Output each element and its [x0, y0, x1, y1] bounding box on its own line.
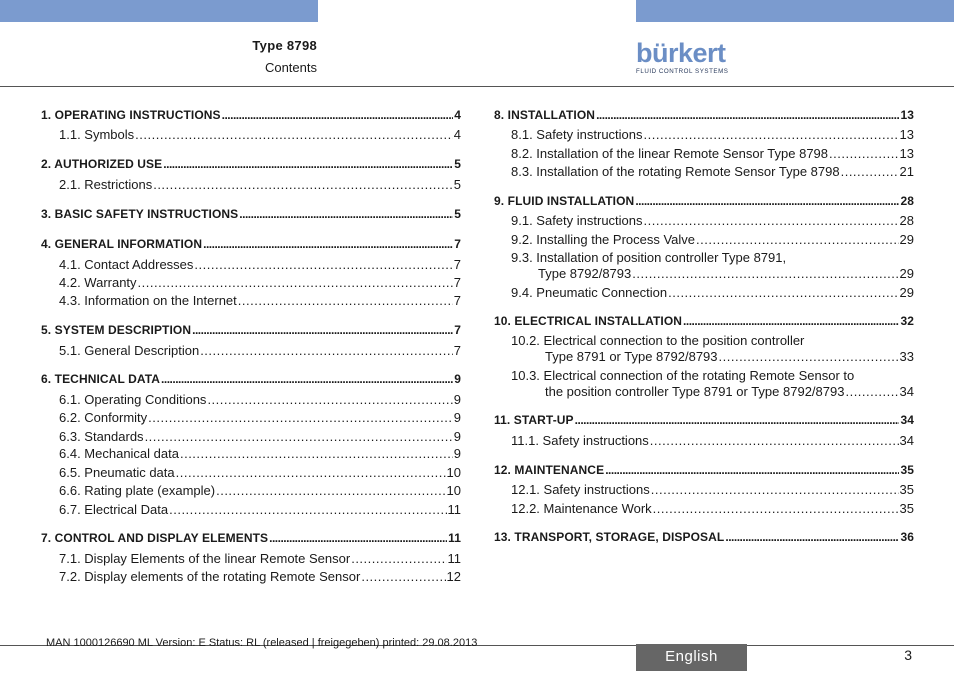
- toc-leader-dots: [845, 384, 898, 400]
- toc-entry-label: 13. TRANSPORT, STORAGE, DISPOSAL: [494, 530, 725, 544]
- toc-entry[interactable]: [59, 551, 461, 567]
- toc-page-number: 29: [899, 232, 914, 247]
- toc-leader-dots: [216, 483, 445, 499]
- toc-entry[interactable]: [59, 127, 461, 143]
- toc-entry-label: 10.2. Electrical connection to the position controller: [511, 333, 805, 348]
- toc-leader-dots: [169, 502, 446, 518]
- toc-entry-label: 8. INSTALLATION: [494, 108, 596, 122]
- toc-leader-dots: [269, 530, 447, 546]
- toc-entry-label: 6.5. Pneumatic data: [59, 465, 175, 480]
- language-label: English: [636, 644, 747, 671]
- toc-leader-dots: [239, 206, 453, 222]
- toc-entry-label: 10.3. Electrical connection of the rotating Remote Sensor to: [511, 368, 855, 383]
- toc-entry-label: 11. START-UP: [494, 413, 574, 427]
- toc-leader-dots: [135, 127, 453, 143]
- toc-entry[interactable]: [59, 429, 461, 445]
- toc-leader-dots: [176, 465, 446, 481]
- toc-entry-continuation: the position controller Type 8791 or Type 8792/8793: [545, 384, 845, 399]
- toc-leader-dots: [653, 501, 899, 517]
- toc-leader-dots: [605, 462, 899, 478]
- toc-page-number: 35: [899, 482, 914, 497]
- toc-leader-dots: [632, 266, 898, 282]
- toc-entry[interactable]: [59, 275, 461, 291]
- toc-entry[interactable]: [59, 257, 461, 273]
- toc-leader-dots: [725, 529, 899, 545]
- page-number: 3: [904, 647, 912, 663]
- toc-entry[interactable]: [511, 213, 914, 229]
- toc-leader-dots: [596, 107, 899, 123]
- toc-page-number: 34: [899, 384, 914, 399]
- toc-page-number: 12: [446, 569, 461, 584]
- toc-page-number: 7: [454, 323, 461, 337]
- toc-entry-label: 8.1. Safety instructions: [511, 127, 643, 142]
- toc-page-number: 9: [453, 446, 461, 461]
- toc-entry[interactable]: [59, 569, 461, 585]
- toc-page-number: 5: [454, 207, 461, 221]
- toc-entry-label: 9.3. Installation of position controller Type 8791,: [511, 250, 787, 265]
- toc-entry-label: 12.1. Safety instructions: [511, 482, 650, 497]
- toc-entry-label: 4. GENERAL INFORMATION: [41, 237, 203, 251]
- toc-chapter[interactable]: [41, 156, 461, 172]
- toc-entry-label: 12. MAINTENANCE: [494, 463, 605, 477]
- toc-entry-label: 7. CONTROL AND DISPLAY ELEMENTS: [41, 531, 269, 545]
- document-type: Type 8798: [252, 38, 317, 53]
- toc-chapter[interactable]: [494, 412, 914, 428]
- toc-leader-dots: [575, 412, 900, 428]
- toc-page-number: 36: [900, 530, 914, 544]
- toc-page-number: 28: [899, 213, 914, 228]
- toc-page-number: 7: [453, 293, 461, 308]
- toc-entry-label: 11.1. Safety instructions: [511, 433, 649, 448]
- toc-leader-dots: [200, 343, 453, 359]
- toc-leader-dots: [696, 232, 899, 248]
- toc-entry-label: 6. TECHNICAL DATA: [41, 372, 161, 386]
- toc-entry-label: 9.1. Safety instructions: [511, 213, 643, 228]
- toc-leader-dots: [683, 313, 899, 329]
- toc-chapter[interactable]: [494, 313, 914, 329]
- toc-leader-dots: [203, 236, 453, 252]
- toc-entry-label: 3. BASIC SAFETY INSTRUCTIONS: [41, 207, 239, 221]
- toc-leader-dots: [644, 127, 899, 143]
- toc-entry[interactable]: [59, 465, 461, 481]
- toc-page-number: 11: [447, 502, 461, 517]
- toc-page-number: 13: [900, 108, 914, 122]
- toc-entry-label: 6.3. Standards: [59, 429, 144, 444]
- toc-leader-dots: [238, 293, 453, 309]
- toc-leader-dots: [651, 482, 899, 498]
- toc-entry-label: 5.1. General Description: [59, 343, 200, 358]
- toc-entry-continuation: Type 8791 or Type 8792/8793: [545, 349, 718, 364]
- toc-entry[interactable]: [511, 501, 914, 517]
- toc-chapter[interactable]: [41, 206, 461, 222]
- toc-page-number: 9: [453, 392, 461, 407]
- toc-entry-label: 12.2. Maintenance Work: [511, 501, 652, 516]
- toc-leader-dots: [180, 446, 453, 462]
- toc-entry-label: 9. FLUID INSTALLATION: [494, 194, 635, 208]
- toc-page-number: 7: [453, 275, 461, 290]
- toc-entry-label: 7.1. Display Elements of the linear Remote Sensor: [59, 551, 351, 566]
- toc-entry-continuation: Type 8792/8793: [538, 266, 632, 281]
- toc-leader-dots: [192, 322, 453, 338]
- header-accent-bar-right: [636, 0, 954, 22]
- toc-page-number: 5: [454, 157, 461, 171]
- toc-page-number: 29: [899, 285, 914, 300]
- toc-leader-dots: [148, 410, 453, 426]
- toc-entry[interactable]: [59, 502, 461, 518]
- toc-entry-label: 8.3. Installation of the rotating Remote Sensor Type 8798: [511, 164, 840, 179]
- toc-entry[interactable]: [511, 164, 914, 180]
- toc-entry-label: 4.2. Warranty: [59, 275, 137, 290]
- toc-leader-dots: [635, 193, 899, 209]
- toc-entry-label: 4.1. Contact Addresses: [59, 257, 194, 272]
- toc-chapter[interactable]: [494, 462, 914, 478]
- toc-page-number: 10: [446, 483, 461, 498]
- toc-entry[interactable]: [59, 343, 461, 359]
- toc-entry[interactable]: [59, 293, 461, 309]
- toc-leader-dots: [719, 349, 899, 365]
- toc-leader-dots: [207, 392, 452, 408]
- toc-entry[interactable]: [511, 433, 914, 449]
- toc-entry-label: 6.1. Operating Conditions: [59, 392, 207, 407]
- toc-page-number: 32: [900, 314, 914, 328]
- toc-page-number: 7: [453, 257, 461, 272]
- toc-page-number: 35: [900, 463, 914, 477]
- toc-entry[interactable]: [545, 349, 914, 365]
- toc-chapter[interactable]: [494, 107, 914, 123]
- toc-leader-dots: [841, 164, 899, 180]
- toc-leader-dots: [650, 433, 899, 449]
- toc-entry[interactable]: [59, 483, 461, 499]
- toc-page-number: 4: [454, 108, 461, 122]
- toc-chapter[interactable]: [41, 236, 461, 252]
- toc-leader-dots: [153, 177, 453, 193]
- toc-entry[interactable]: [511, 232, 914, 248]
- toc-entry-label: 1.1. Symbols: [59, 127, 135, 142]
- toc-page-number: 29: [899, 266, 914, 281]
- toc-chapter[interactable]: [41, 530, 461, 546]
- toc-page-number: 28: [900, 194, 914, 208]
- toc-leader-dots: [644, 213, 899, 229]
- toc-page-number: 21: [899, 164, 914, 179]
- section-title: Contents: [264, 60, 317, 75]
- toc-entry-label: 8.2. Installation of the linear Remote Sensor Type 8798: [511, 146, 829, 161]
- logo-wordmark: bürkert: [636, 38, 726, 68]
- toc-entry[interactable]: [59, 446, 461, 462]
- toc-page-number: 9: [453, 429, 461, 444]
- header-divider: [0, 86, 954, 87]
- toc-entry-label: 7.2. Display elements of the rotating Remote Sensor: [59, 569, 361, 584]
- toc-entry-label: 2.1. Restrictions: [59, 177, 153, 192]
- toc-page-number: 10: [446, 465, 461, 480]
- document-info: MAN 1000126690 ML Version: E Status: RL (released | freigegeben) printed: 29.08.2013: [46, 637, 478, 649]
- toc-entry-label: 6.4. Mechanical data: [59, 446, 179, 461]
- toc-page-number: 4: [453, 127, 461, 142]
- toc-leader-dots: [161, 371, 453, 387]
- toc-entry-label: 9.2. Installing the Process Valve: [511, 232, 696, 247]
- toc-leader-dots: [163, 156, 453, 172]
- toc-entry-label: 4.3. Information on the Internet: [59, 293, 237, 308]
- toc-entry[interactable]: [511, 127, 914, 143]
- toc-entry-label: 6.7. Electrical Data: [59, 502, 169, 517]
- toc-leader-dots: [351, 551, 446, 567]
- toc-entry[interactable]: [538, 266, 914, 282]
- toc-entry[interactable]: [545, 384, 914, 400]
- toc-leader-dots: [194, 257, 452, 273]
- burkert-logo: [636, 40, 732, 75]
- toc-page-number: 9: [453, 410, 461, 425]
- toc-entry[interactable]: [59, 410, 461, 426]
- toc-leader-dots: [361, 569, 445, 585]
- toc-page-number: 11: [448, 531, 461, 545]
- toc-leader-dots: [222, 107, 454, 123]
- toc-entry[interactable]: [511, 285, 914, 301]
- toc-leader-dots: [668, 285, 898, 301]
- toc-entry-label: 10. ELECTRICAL INSTALLATION: [494, 314, 683, 328]
- toc-entry-label: 6.2. Conformity: [59, 410, 148, 425]
- toc-leader-dots: [145, 429, 453, 445]
- toc-entry-label: 2. AUTHORIZED USE: [41, 157, 163, 171]
- toc-page-number: 34: [900, 413, 914, 427]
- toc-entry[interactable]: [511, 146, 914, 162]
- toc-chapter[interactable]: [41, 107, 461, 123]
- toc-entry-label: 1. OPERATING INSTRUCTIONS: [41, 108, 221, 122]
- header-accent-bar-left: [0, 0, 318, 22]
- toc-page-number: 5: [453, 177, 461, 192]
- toc-entry-label: 6.6. Rating plate (example): [59, 483, 216, 498]
- toc-chapter[interactable]: [494, 193, 914, 209]
- toc-entry[interactable]: [511, 482, 914, 498]
- toc-page-number: 7: [454, 237, 461, 251]
- toc-page-number: 7: [453, 343, 461, 358]
- toc-entry[interactable]: [59, 177, 461, 193]
- toc-entry-label: 5. SYSTEM DESCRIPTION: [41, 323, 192, 337]
- toc-chapter[interactable]: [494, 529, 914, 545]
- toc-entry[interactable]: [59, 392, 461, 408]
- toc-page-number: 35: [899, 501, 914, 516]
- toc-page-number: 9: [454, 372, 461, 386]
- toc-leader-dots: [829, 146, 899, 162]
- toc-page-number: 11: [447, 551, 461, 566]
- toc-entry-label: 9.4. Pneumatic Connection: [511, 285, 668, 300]
- toc-page-number: 13: [899, 146, 914, 161]
- toc-page-number: 13: [899, 127, 914, 142]
- toc-page-number: 34: [899, 433, 914, 448]
- toc-chapter[interactable]: [41, 322, 461, 338]
- toc-chapter[interactable]: [41, 371, 461, 387]
- logo-tagline: FLUID CONTROL SYSTEMS: [636, 68, 729, 75]
- toc-leader-dots: [138, 275, 453, 291]
- toc-page-number: 33: [899, 349, 914, 364]
